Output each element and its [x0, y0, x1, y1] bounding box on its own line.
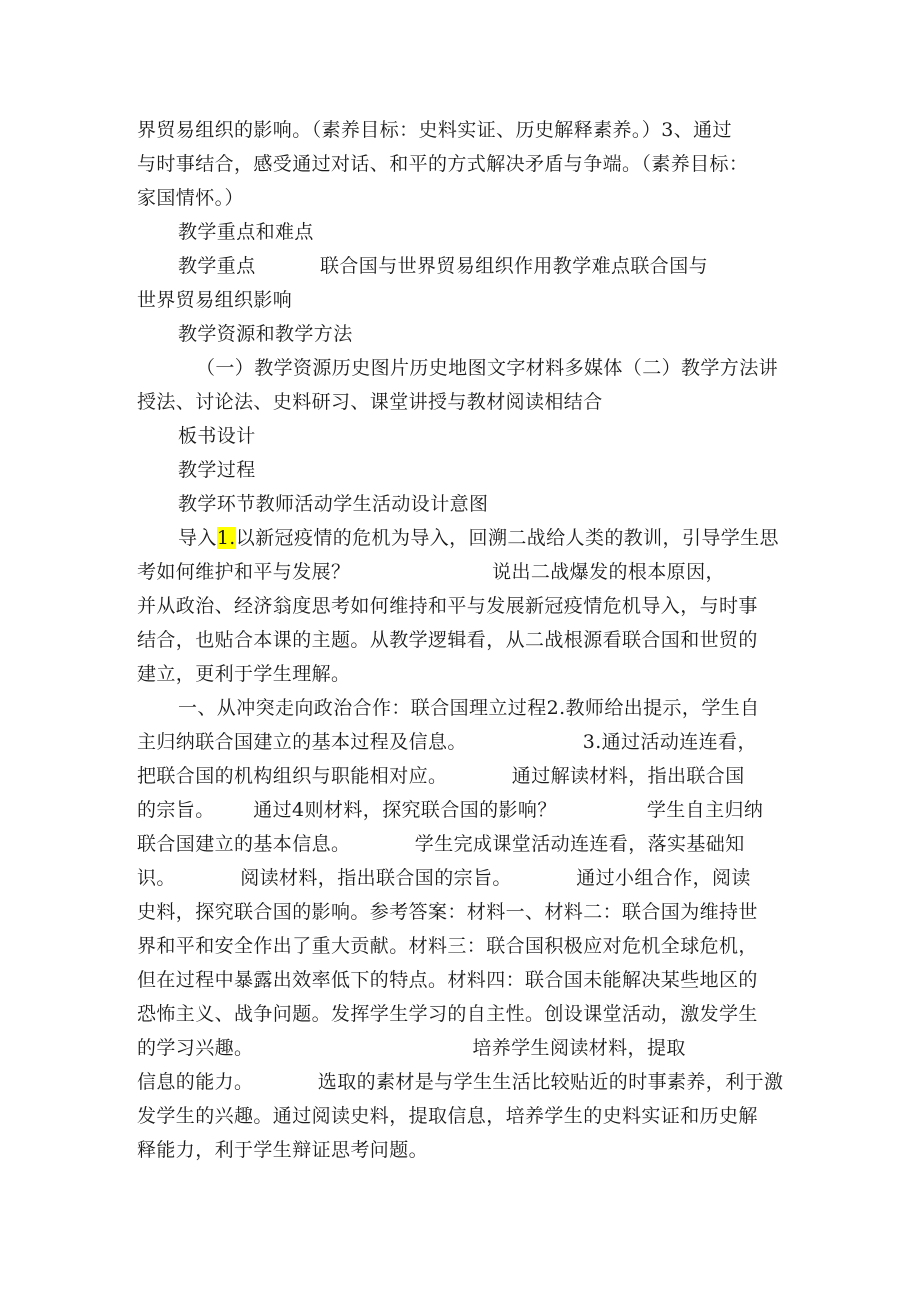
text-line — [178, 526, 779, 550]
text-line: 授法、讨论法、史料研习、课堂讲授与教材阅读相结合 — [137, 391, 603, 413]
text-line: 考如何维护和平与发展？ 说出二战爆发的根本原因， — [137, 561, 725, 583]
text-line: （一）教学资源历史图片历史地图文字材料多媒体（二）教学方法讲 — [196, 357, 779, 379]
text-line: 教学环节教师活动学生活动设计意图 — [178, 493, 489, 515]
text-line: 识。 阅读材料，指出联合国的宗旨。 通过小组合作，阅读 — [137, 867, 751, 889]
text-line: 史料，探究联合国的影响。参考答案：材料一、材料二：联合国为维持世 — [137, 901, 758, 923]
text-line: 世界贸易组织影响 — [137, 289, 293, 311]
highlighted-number: 1. — [216, 527, 236, 549]
text-line: 建立，更利于学生理解。 — [137, 663, 351, 685]
text-line: 的学习兴趣。 培养学生阅读材料，提取 — [137, 1037, 686, 1059]
text-line: 结合，也贴合本课的主题。从教学逻辑看，从二战根源看联合国和世贸的 — [137, 629, 758, 651]
text-line: 教学重点 联合国与世界贸易组织作用教学难点联合国与 — [178, 255, 708, 277]
text-line: 一、从冲突走向政治合作：联合国理立过程2.教师给出提示，学生自 — [178, 697, 760, 719]
text-line: 家国情怀。） — [137, 187, 244, 209]
text-line: 界和平和安全作出了重大贡献。材料三：联合国积极应对危机全球危机， — [137, 935, 758, 957]
section-heading: 教学资源和教学方法 — [178, 323, 353, 345]
text-line: 联合国建立的基本信息。 学生完成课堂活动连连看，落实基础知 — [137, 833, 745, 855]
text-line: 并从政治、经济翁度思考如何维持和平与发展新冠疫情危机导入，与时事 — [137, 595, 758, 617]
text-line: 与时事结合，感受通过对话、和平的方式解决矛盾与争端。（素养目标： — [137, 153, 749, 175]
section-heading: 板书设计 — [178, 425, 256, 447]
text-line: 主归纳联合国建立的基本过程及信息。 3.通过活动连连看， — [137, 731, 757, 753]
intro-text: 以新冠疫情的危机为导入，回溯二战给人类的教训，引导学生思 — [235, 527, 779, 549]
intro-label: 导入 — [178, 527, 217, 549]
text-line: 恐怖主义、战争问题。发挥学生学习的自主性。创设课堂活动，激发学生 — [137, 1003, 758, 1025]
text-line: 把联合国的机构组织与职能相对应。 通过解读材料，指出联合国 — [137, 765, 745, 787]
section-heading: 教学重点和难点 — [178, 221, 314, 243]
text-line: 释能力，利于学生辩证思考问题。 — [137, 1139, 429, 1161]
text-line: 信息的能力。 选取的素材是与学生生活比较贴近的时事素养，利于激 — [137, 1071, 784, 1093]
text-line: 发学生的兴趣。通过阅读史料，提取信息，培养学生的史料实证和历史解 — [137, 1105, 758, 1127]
section-heading: 教学过程 — [178, 459, 256, 481]
text-line: 但在过程中暴露出效率低下的特点。材料四：联合国未能解决某些地区的 — [137, 969, 758, 991]
text-line: 界贸易组织的影响。（素养目标：史料实证、历史解释素养。）3、通过 — [137, 119, 732, 141]
text-line: 的宗旨。 通过4则材料，探究联合国的影响？ 学生自主归纳 — [137, 799, 764, 821]
